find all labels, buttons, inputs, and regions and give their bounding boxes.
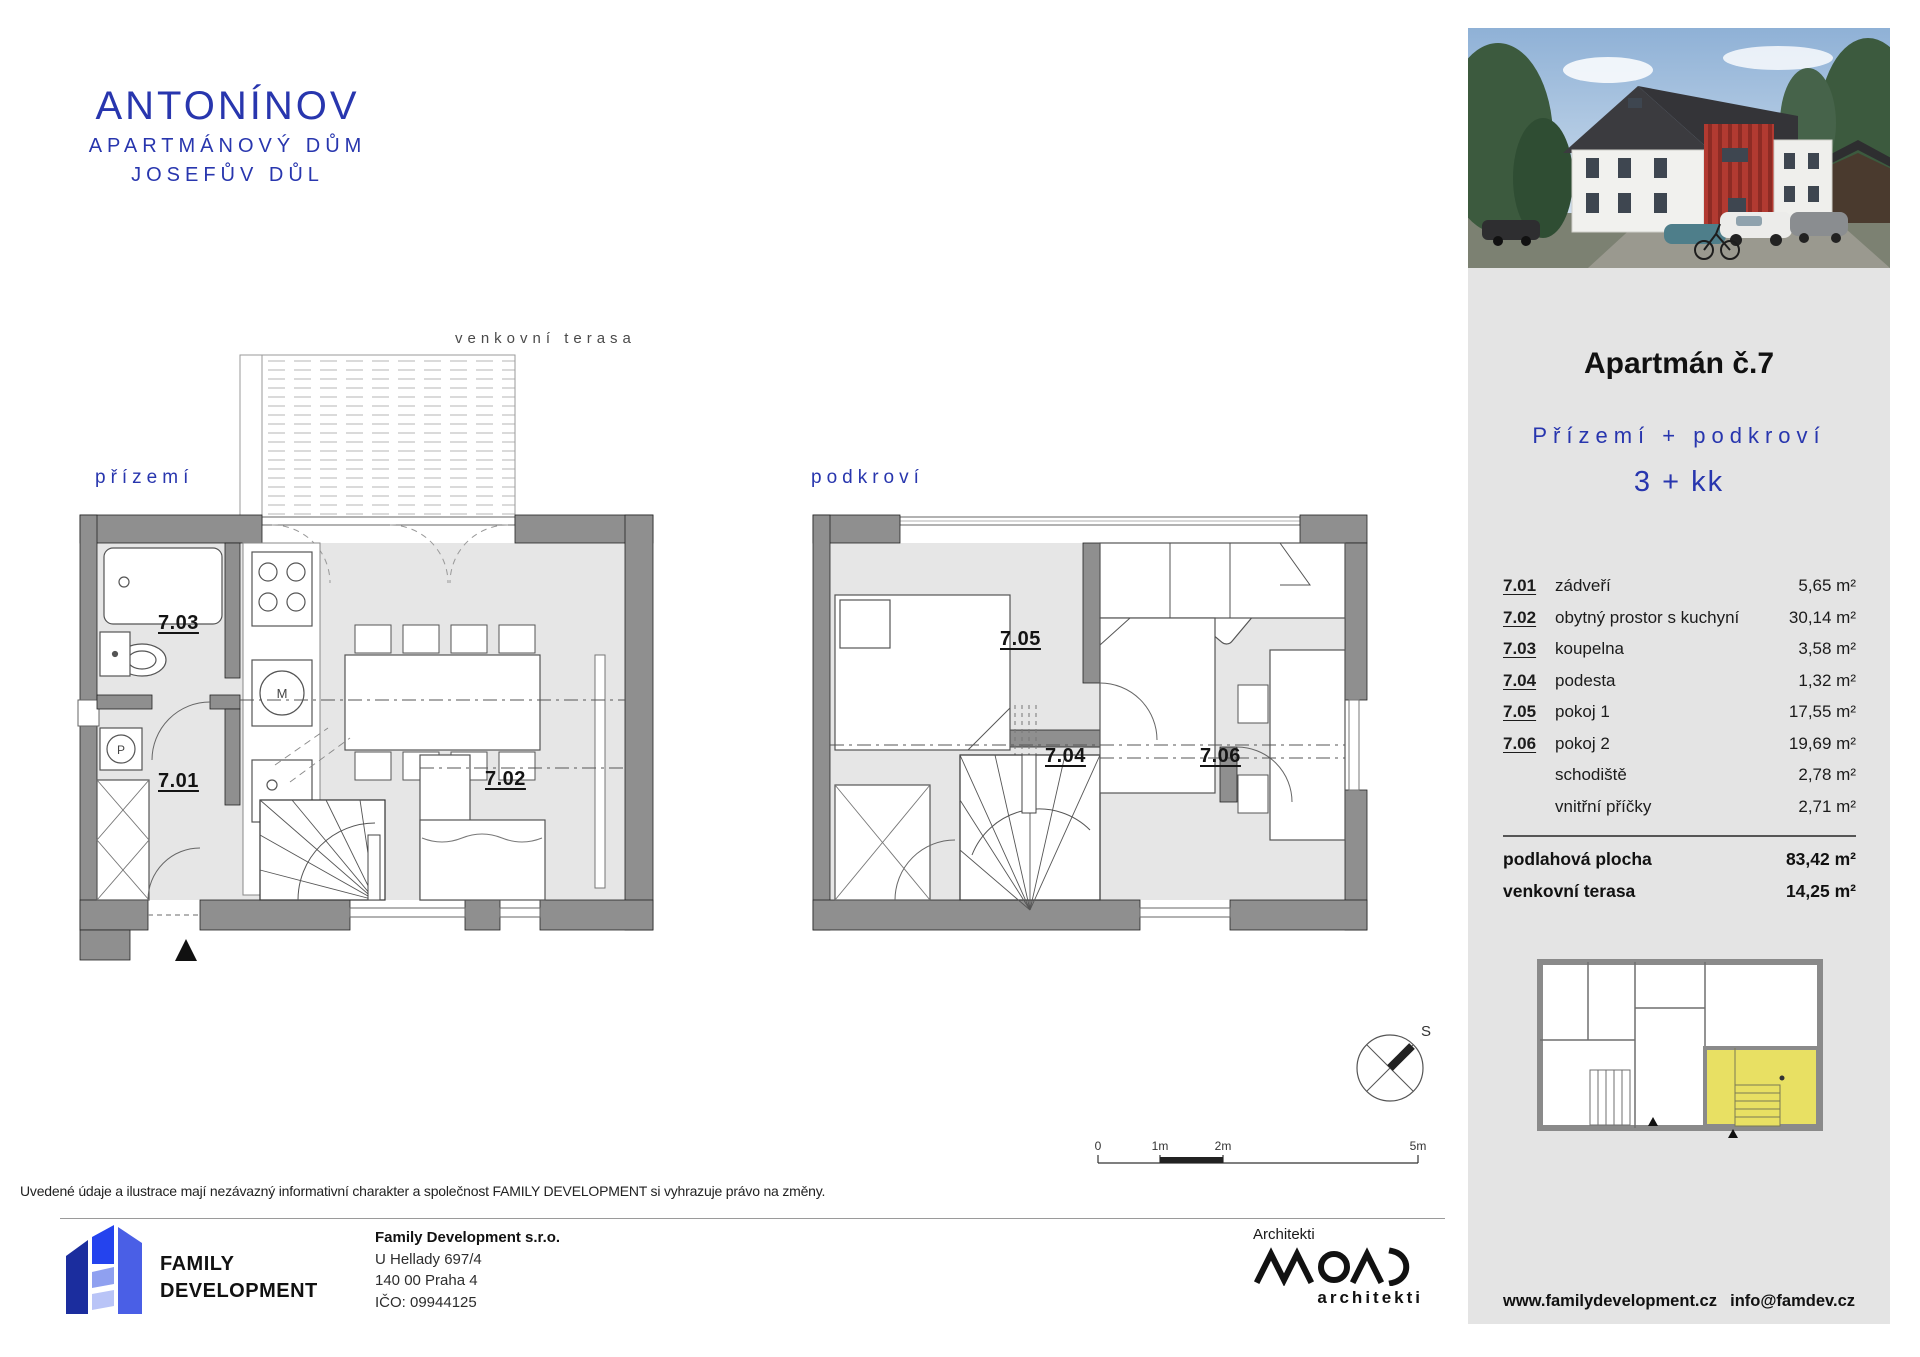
room-label-702: 7.02 — [485, 768, 526, 790]
scale-bar — [1085, 1136, 1435, 1170]
architects-heading: Architekti — [1253, 1226, 1315, 1243]
room-table — [1503, 570, 1856, 822]
room-label-704: 7.04 — [1045, 745, 1086, 767]
company-logo-line1: FAMILY — [160, 1253, 235, 1275]
apartment-info-panel — [1468, 268, 1890, 1324]
project-title-block — [60, 84, 395, 187]
total-area: 14,25 m² — [1785, 880, 1856, 901]
room-id — [1503, 791, 1555, 823]
room-table-row — [1503, 665, 1856, 697]
room-label-705: 7.05 — [1000, 628, 1041, 650]
room-name: podesta — [1555, 670, 1616, 690]
room-area: 17,55 m² — [1788, 702, 1856, 721]
room-name: schodiště — [1555, 765, 1627, 784]
room-table-row — [1503, 602, 1856, 634]
room-area: 30,14 m² — [1788, 607, 1856, 627]
moad-logo-icon — [1253, 1246, 1423, 1286]
terrace-label: venkovní terasa — [455, 330, 636, 347]
company-website: www.familydevelopment.cz — [1503, 1292, 1717, 1310]
project-subtitle-2: JOSEFŮV DŮL — [131, 164, 324, 186]
room-id: 7.04 — [1503, 670, 1537, 690]
apartment-floors: Přízemí + podkroví — [1532, 423, 1826, 448]
room-area: 3,58 m² — [1798, 639, 1856, 658]
family-development-logo-icon — [63, 1224, 148, 1316]
scale-2m: 2m — [1214, 1139, 1232, 1153]
room-table-row — [1503, 633, 1856, 665]
company-ico: IČO: 09944125 — [375, 1293, 477, 1311]
disclaimer-text: Uvedené údaje a ilustrace mají nezávazný informativní charakter a společnost FAMILY DEVELOPMENT si vyhrazuje právo na změny. — [20, 1183, 826, 1199]
room-area: 1,32 m² — [1798, 670, 1856, 690]
scale-0: 0 — [1094, 1139, 1102, 1153]
unit-location-miniplan — [1530, 950, 1830, 1145]
totals-divider — [1503, 835, 1856, 837]
room-id: 7.02 — [1503, 607, 1537, 627]
entrance-arrow — [175, 939, 197, 961]
room-name: obytný prostor s kuchyní — [1555, 607, 1740, 627]
room-id — [1503, 759, 1555, 791]
room-id: 7.01 — [1503, 576, 1537, 595]
room-name: vnitřní příčky — [1555, 796, 1652, 816]
room-area: 2,71 m² — [1798, 796, 1856, 816]
apartment-title: Apartmán č.7 — [1583, 347, 1775, 380]
footer-divider — [60, 1218, 1445, 1219]
washer-glyph: M — [276, 686, 288, 701]
totals-table — [1503, 844, 1856, 907]
company-logo-text — [160, 1251, 318, 1305]
room-table-row — [1503, 759, 1856, 791]
room-id: 7.06 — [1503, 733, 1537, 753]
architects-sub-label: architekti — [1317, 1288, 1423, 1307]
total-area: 83,42 m² — [1785, 849, 1856, 869]
company-address-2: 140 00 Praha 4 — [375, 1272, 478, 1289]
compass-icon — [1345, 1018, 1440, 1113]
company-address-1: U Hellady 697/4 — [375, 1250, 482, 1268]
room-area: 19,69 m² — [1788, 733, 1856, 753]
room-name: pokoj 1 — [1555, 702, 1610, 721]
company-email: info@famdev.cz — [1730, 1292, 1855, 1310]
total-name: podlahová plocha — [1503, 849, 1652, 869]
room-label-701: 7.01 — [158, 770, 199, 792]
ground-floor-plan-drawing — [60, 330, 680, 975]
attic-plan-drawing — [800, 500, 1380, 940]
ground-floor-label: přízemí — [95, 467, 194, 488]
building-photo — [1468, 28, 1890, 268]
apartment-layout: 3 + kk — [1633, 466, 1725, 498]
room-area: 5,65 m² — [1798, 576, 1856, 595]
room-id: 7.05 — [1503, 702, 1537, 721]
total-row — [1503, 876, 1856, 908]
company-address-block — [375, 1227, 560, 1313]
dryer-glyph: P — [116, 743, 126, 757]
room-area: 2,78 m² — [1798, 765, 1856, 784]
company-logo-line2: DEVELOPMENT — [160, 1280, 318, 1302]
room-name: pokoj 2 — [1555, 733, 1610, 753]
room-table-row — [1503, 696, 1856, 728]
total-name: venkovní terasa — [1503, 880, 1636, 901]
scale-5m: 5m — [1409, 1139, 1427, 1153]
room-name: koupelna — [1555, 639, 1625, 658]
project-subtitle-1: APARTMÁNOVÝ DŮM — [88, 135, 367, 157]
attic-floor-label: podkroví — [811, 467, 924, 488]
room-table-row — [1503, 791, 1856, 823]
compass-north-label: S — [1421, 1023, 1432, 1040]
room-name: zádveří — [1555, 576, 1611, 595]
project-title: ANTONÍNOV — [95, 84, 360, 128]
room-id: 7.03 — [1503, 639, 1537, 658]
room-table-row — [1503, 570, 1856, 602]
room-label-706: 7.06 — [1200, 745, 1241, 767]
company-name: Family Development s.r.o. — [375, 1229, 561, 1246]
scale-1m: 1m — [1151, 1139, 1169, 1153]
room-table-row — [1503, 728, 1856, 760]
total-row — [1503, 844, 1856, 876]
room-label-703: 7.03 — [158, 612, 199, 634]
